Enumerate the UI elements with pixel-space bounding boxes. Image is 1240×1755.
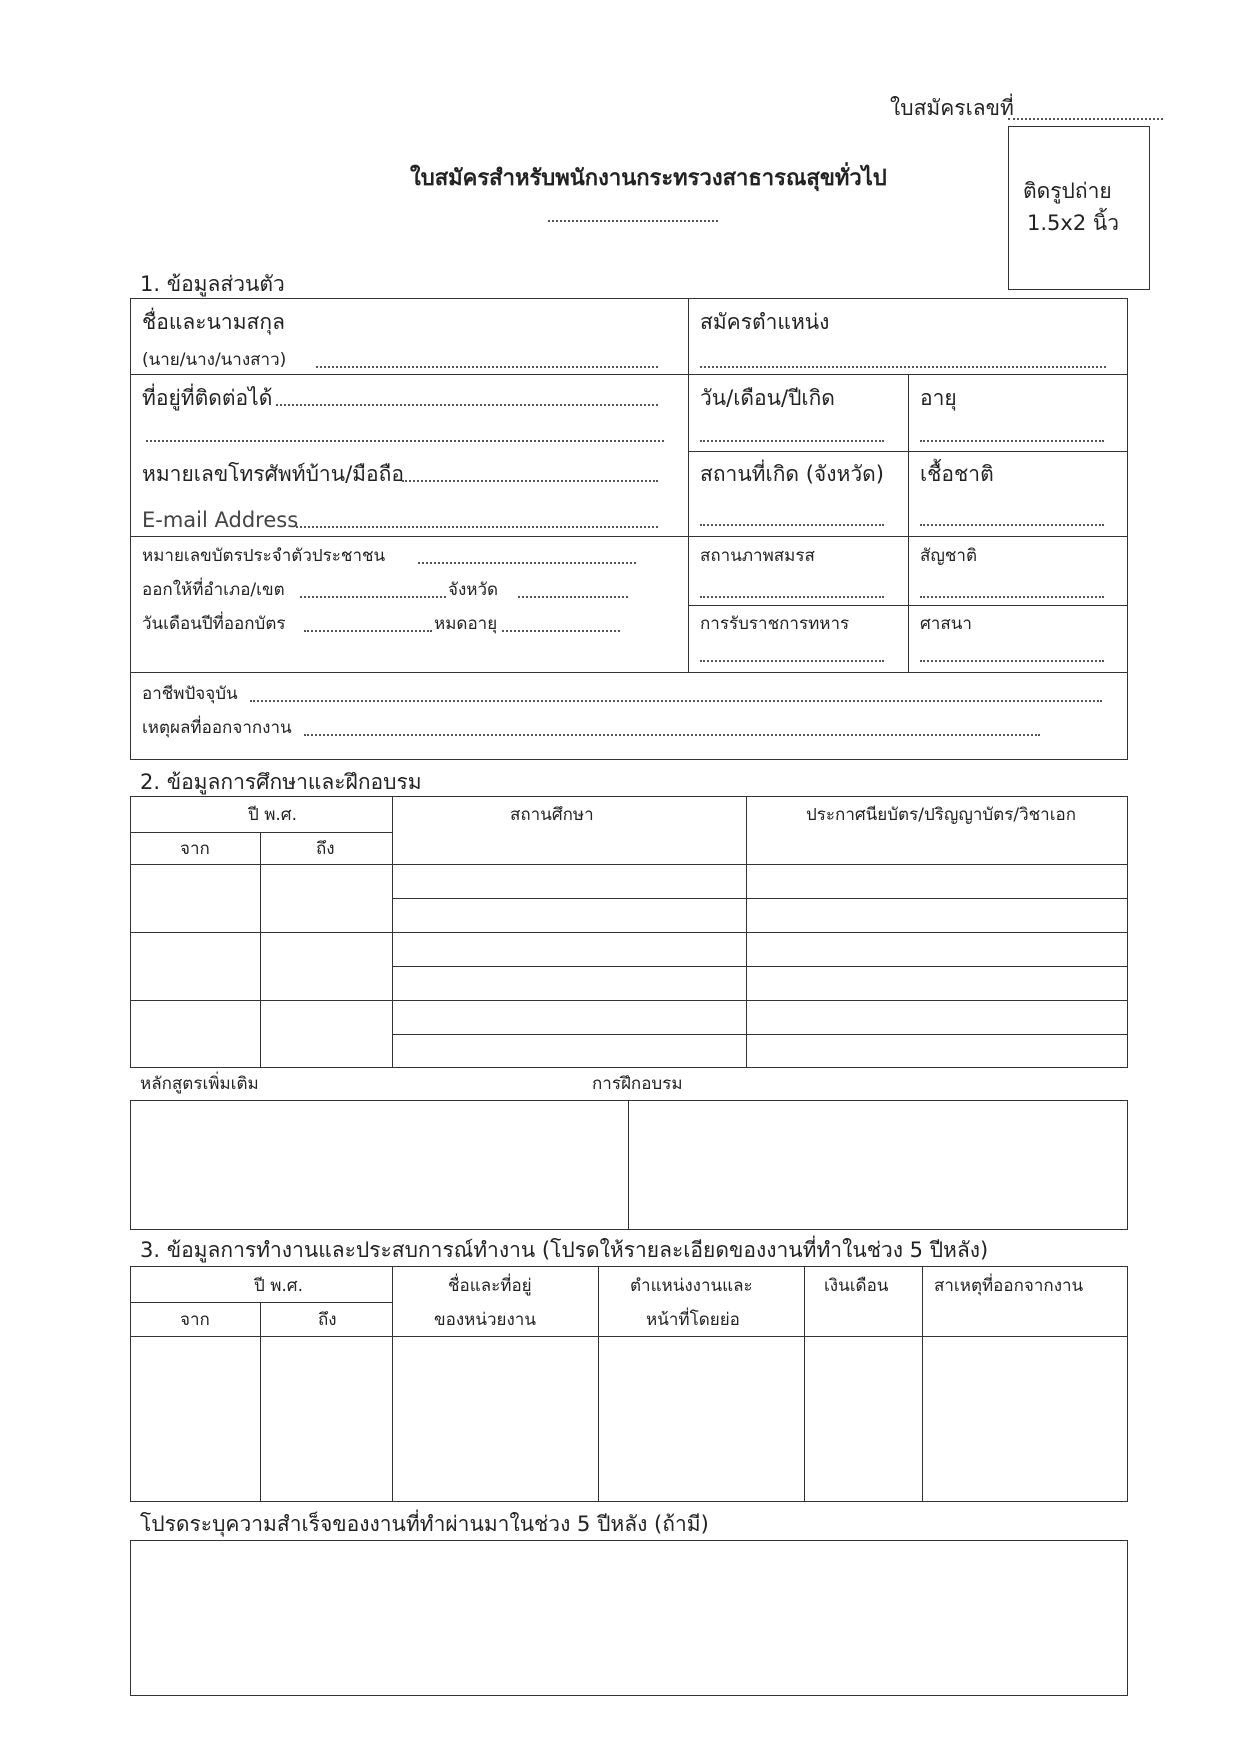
expiry-label: หมดอายุ: [434, 614, 498, 634]
expiry-field[interactable]: [502, 630, 620, 632]
issue-date-field[interactable]: [304, 630, 432, 632]
form-title: ใบสมัครสำหรับพนักงานกระทรวงสาธารณสุขทั่วไป: [410, 166, 887, 191]
id-card-label: หมายเลขบัตรประจำตัวประชาชน: [142, 546, 386, 566]
edu-year-header: ปี พ.ศ.: [248, 805, 297, 825]
application-number-label: ใบสมัครเลขที่: [890, 96, 1014, 120]
section-3-heading: 3. ข้อมูลการทำงานและประสบการณ์ทำงาน (โปรดให้รายละเอียดของงานที่ทำในช่วง 5 ปีหลัง): [140, 1238, 989, 1262]
form-subtitle-line[interactable]: [548, 220, 718, 222]
name-title-label: (นาย/นาง/นางสาว): [142, 350, 287, 370]
training-field[interactable]: [630, 1102, 1126, 1228]
position-field[interactable]: [700, 366, 1106, 368]
leave-reason-label: เหตุผลที่ออกจากงาน: [142, 718, 292, 738]
id-card-field[interactable]: [418, 562, 636, 564]
edu-degree-header: ประกาศนียบัตร/ปริญญาบัตร/วิชาเอก: [806, 805, 1077, 825]
address-label: ที่อยู่ที่ติดต่อได้: [142, 386, 273, 410]
military-label: การรับราชการทหาร: [700, 614, 850, 634]
extra-courses-field[interactable]: [132, 1102, 626, 1228]
religion-field[interactable]: [920, 660, 1104, 662]
work-role-header-2: หน้าที่โดยย่อ: [646, 1310, 740, 1330]
application-number-field[interactable]: [1008, 118, 1163, 120]
edu-from-header: จาก: [180, 839, 210, 859]
religion-label: ศาสนา: [920, 614, 972, 634]
name-label: ชื่อและนามสกุล: [142, 310, 285, 334]
province-label: จังหวัด: [448, 580, 499, 600]
occupation-field[interactable]: [250, 700, 1102, 702]
address-field-1[interactable]: [276, 404, 658, 406]
position-label: สมัครตำแหน่ง: [700, 310, 830, 334]
phone-label: หมายเลขโทรศัพท์บ้าน/มือถือ: [142, 462, 404, 486]
work-from-header: จาก: [180, 1310, 210, 1330]
achievements-label: โปรดระบุความสำเร็จของงานที่ทำผ่านมาในช่วง 5 ปีหลัง (ถ้ามี): [140, 1512, 709, 1536]
name-field[interactable]: [316, 366, 658, 368]
email-field[interactable]: [296, 526, 658, 528]
work-role-header-1: ตำแหน่งงานและ: [630, 1276, 753, 1296]
birthplace-label: สถานที่เกิด (จังหวัด): [700, 462, 884, 486]
work-employer-header-2: ของหน่วยงาน: [434, 1310, 536, 1330]
email-label: E-mail Address: [142, 508, 299, 532]
work-to-header: ถึง: [318, 1310, 337, 1330]
marital-field[interactable]: [700, 596, 884, 598]
work-leave-header: สาเหตุที่ออกจากงาน: [934, 1276, 1084, 1296]
photo-box[interactable]: [1008, 126, 1150, 290]
birthplace-field[interactable]: [700, 524, 884, 526]
nationality-label: สัญชาติ: [920, 546, 977, 566]
edu-to-header: ถึง: [316, 839, 335, 859]
training-label: การฝึกอบรม: [592, 1074, 683, 1094]
province-field[interactable]: [518, 596, 628, 598]
address-field-2[interactable]: [146, 440, 664, 442]
section-2-heading: 2. ข้อมูลการศึกษาและฝึกอบรม: [140, 770, 422, 794]
leave-reason-field[interactable]: [304, 734, 1040, 736]
race-label: เชื้อชาติ: [920, 462, 994, 486]
work-employer-header-1: ชื่อและที่อยู่: [448, 1276, 532, 1296]
edu-school-header: สถานศึกษา: [510, 805, 594, 825]
work-year-header: ปี พ.ศ.: [254, 1276, 303, 1296]
race-field[interactable]: [920, 524, 1104, 526]
issued-at-field[interactable]: [300, 596, 446, 598]
military-field[interactable]: [700, 660, 884, 662]
achievements-field[interactable]: [130, 1540, 1128, 1696]
photo-label: ติดรูปถ่าย: [1023, 179, 1112, 203]
occupation-label: อาชีพปัจจุบัน: [142, 684, 238, 704]
marital-label: สถานภาพสมรส: [700, 546, 815, 566]
age-field[interactable]: [920, 440, 1104, 442]
issued-at-label: ออกให้ที่อำเภอ/เขต: [142, 580, 285, 600]
extra-courses-label: หลักสูตรเพิ่มเติม: [140, 1074, 259, 1094]
issue-date-label: วันเดือนปีที่ออกบัตร: [142, 614, 286, 634]
dob-field[interactable]: [700, 440, 884, 442]
phone-field[interactable]: [402, 480, 658, 482]
age-label: อายุ: [920, 386, 957, 410]
work-salary-header: เงินเดือน: [824, 1276, 889, 1296]
nationality-field[interactable]: [920, 596, 1104, 598]
dob-label: วัน/เดือน/ปีเกิด: [700, 386, 835, 410]
photo-size-label: 1.5x2 นิ้ว: [1027, 211, 1120, 235]
section-1-heading: 1. ข้อมูลส่วนตัว: [140, 272, 285, 296]
